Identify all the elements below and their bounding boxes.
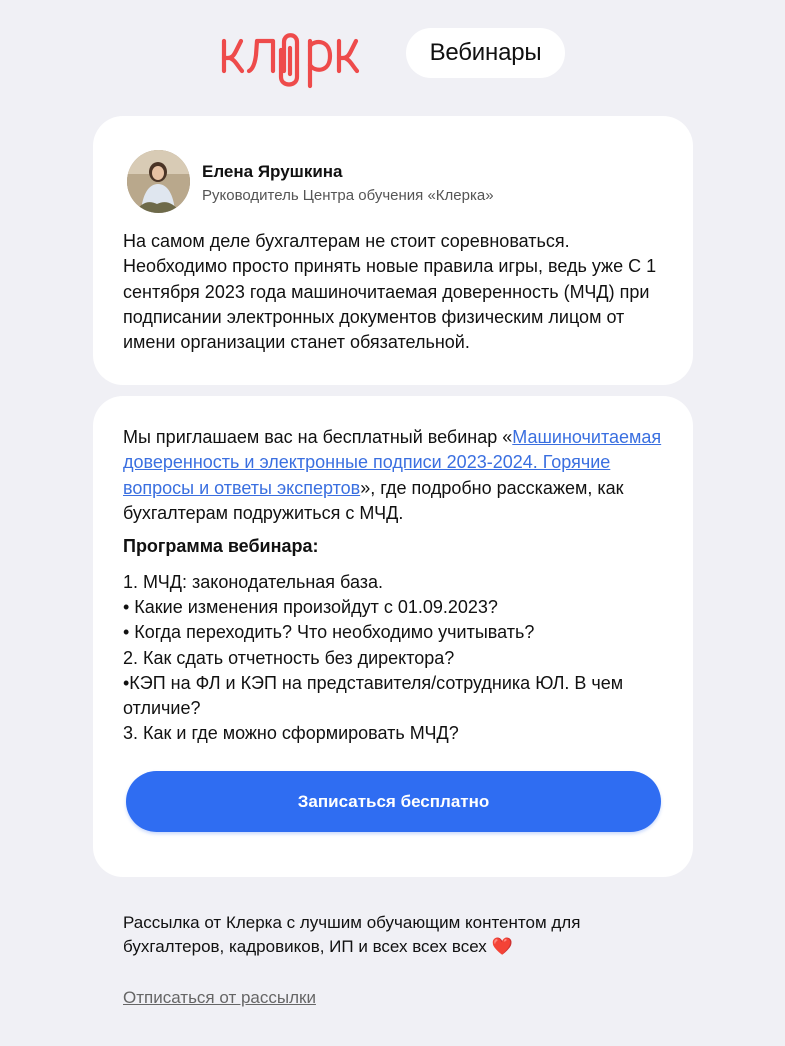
program-item: 3. Как и где можно сформировать МЧД?: [123, 723, 459, 744]
author-role: Руководитель Центра обучения «Клерка»: [202, 187, 494, 204]
program-item: 1. МЧД: законодательная база.: [123, 572, 384, 592]
author-card: [93, 116, 693, 385]
program-title: Программа вебинара:: [123, 536, 319, 556]
intro-text: На самом деле бухгалтерам не стоит соревноваться. Необходимо просто принять новые правила игры, ведь уже С 1 сентября 2023 года машиночитаемая доверенность (МЧД) при подписании электронных документов физическим лицом от имени организации станет обязательной.: [123, 231, 657, 353]
footer-text: [123, 911, 643, 959]
heart-icon: ❤️: [491, 937, 513, 956]
invite-text-after: », где подробно расскажем, как бухгалтерам подружиться с МЧД.: [123, 477, 624, 523]
program-item: • Когда переходить? Что необходимо учитывать?: [123, 622, 535, 643]
unsubscribe-link[interactable]: Отписаться от рассылки: [123, 988, 316, 1007]
program-item: • Какие изменения произойдут с 01.09.2023?: [123, 597, 498, 618]
program-list: [123, 570, 653, 746]
avatar-photo-icon: [127, 150, 190, 213]
footer-text-body: Рассылка от Клерка с лучшим обучающим контентом для бухгалтеров, кадровиков, ИП и всех всех всех: [123, 913, 581, 956]
invite-text: [123, 425, 668, 526]
invite-text-before: Мы приглашаем вас на бесплатный вебинар «: [123, 427, 513, 447]
webinar-link[interactable]: Машиночитаемая доверенность и электронные подписи 2023-2024. Горячие вопросы и ответы экспертов: [123, 427, 662, 498]
author-avatar: [127, 150, 190, 213]
webinar-card: [93, 396, 693, 877]
register-button[interactable]: Записаться бесплатно: [126, 771, 661, 832]
program-item: •КЭП на ФЛ и КЭП на представителя/сотрудника ЮЛ. В чем отличие?: [123, 672, 624, 719]
klerk-logo-graphic: [218, 24, 384, 90]
author-name: Елена Ярушкина: [202, 162, 343, 181]
klerk-logo[interactable]: [218, 24, 384, 90]
program-item: 2. Как сдать отчетность без директора?: [123, 647, 455, 668]
webinars-badge[interactable]: Вебинары: [406, 28, 565, 78]
header: [0, 0, 785, 100]
